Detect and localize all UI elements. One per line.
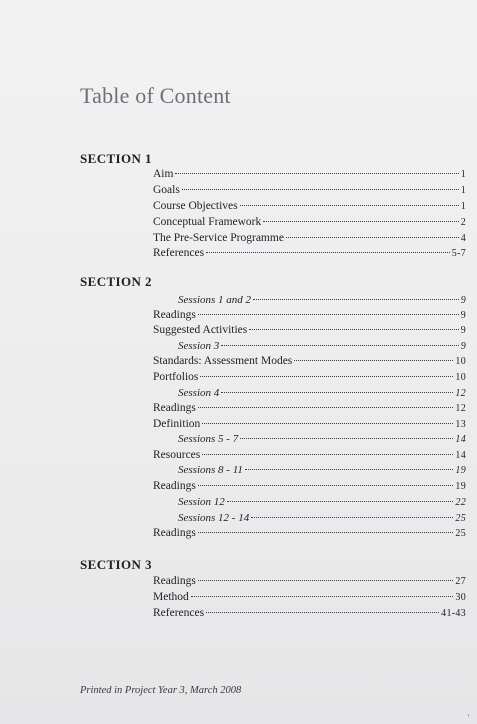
toc-entry-page: 9	[460, 310, 466, 321]
toc-entry-page: 12	[455, 403, 466, 414]
toc-subentry	[178, 510, 466, 526]
dot-leader	[182, 189, 459, 190]
dot-leader	[249, 329, 458, 330]
toc-entry	[153, 400, 466, 416]
toc-entry-label: Suggested Activities	[153, 324, 248, 336]
page-corner-mark: '	[467, 713, 469, 722]
toc-entry-label: Session 12	[178, 496, 225, 508]
toc-entry-label: Definition	[153, 418, 201, 430]
dot-leader	[240, 438, 453, 439]
toc-entry-page: 14	[455, 450, 466, 461]
dot-leader	[245, 469, 454, 470]
toc-entry-label: Sessions 5 - 7	[178, 433, 239, 445]
toc-entry-page: 19	[455, 481, 466, 492]
toc-entry	[153, 525, 466, 541]
toc-entry	[153, 447, 466, 463]
page-title: Table of Content	[80, 83, 231, 108]
toc-entry	[153, 589, 466, 605]
toc-entry	[153, 322, 466, 338]
toc-entry-label: Conceptual Framework	[153, 216, 262, 228]
dot-leader	[175, 173, 458, 174]
toc-entry-label: Sessions 12 - 14	[178, 512, 250, 524]
toc-entry	[153, 573, 466, 589]
toc-entry-page: 10	[455, 356, 466, 367]
dot-leader	[200, 376, 453, 377]
toc-subentry	[178, 431, 466, 447]
toc-entry	[153, 182, 466, 198]
dot-leader	[198, 485, 454, 486]
toc-entry-label: References	[153, 607, 205, 619]
dot-leader	[198, 580, 454, 581]
section-3-heading: SECTION 3	[80, 557, 152, 572]
toc-entry-label: Aim	[153, 168, 174, 180]
toc-entry	[153, 214, 466, 230]
toc-entry-page: 27	[455, 576, 466, 587]
toc-entry-label: Readings	[153, 309, 196, 321]
toc-entry-page: 30	[455, 592, 466, 603]
dot-leader	[251, 517, 453, 518]
toc-entry-page: 9	[460, 325, 466, 336]
toc-entry	[153, 605, 466, 621]
dot-leader	[206, 612, 439, 613]
toc-entry	[153, 353, 466, 369]
toc-entry	[153, 166, 466, 182]
toc-entry	[153, 369, 466, 385]
dot-leader	[227, 501, 454, 502]
toc-subentry	[178, 292, 466, 308]
printed-note: Printed in Project Year 3, March 2008	[80, 685, 242, 696]
toc-entry-label: Method	[153, 591, 189, 603]
dot-leader	[198, 407, 454, 408]
toc-entry-page: 1	[460, 185, 466, 196]
dot-leader	[286, 237, 459, 238]
toc-entry-page: 4	[460, 233, 466, 244]
toc-entry-label: Goals	[153, 184, 180, 196]
toc-entry-page: 2	[460, 217, 466, 228]
dot-leader	[263, 221, 458, 222]
toc-entry-label: Portfolios	[153, 371, 199, 383]
toc-subentry	[178, 462, 466, 478]
toc-entry-page: 12	[455, 388, 466, 399]
toc-entry-page: 9	[460, 295, 466, 306]
toc-entry	[153, 307, 466, 323]
toc-entry-page: 25	[455, 528, 466, 539]
toc-subentry	[178, 494, 466, 510]
toc-entry-page: 1	[460, 201, 466, 212]
toc-entry	[153, 198, 466, 214]
toc-entry-label: Readings	[153, 402, 196, 414]
dot-leader	[198, 532, 454, 533]
dot-leader	[221, 392, 453, 393]
toc-entry-label: Readings	[153, 575, 196, 587]
toc-entry-label: Course Objectives	[153, 200, 238, 212]
section-2-heading: SECTION 2	[80, 274, 152, 289]
dot-leader	[191, 596, 454, 597]
toc-entry-page: 10	[455, 372, 466, 383]
toc-entry-page: 13	[455, 419, 466, 430]
toc-entry-label: References	[153, 247, 205, 259]
toc-entry	[153, 230, 466, 246]
toc-entry-page: 41-43	[441, 608, 466, 619]
toc-entry	[153, 478, 466, 494]
toc-entry-page: 19	[455, 465, 466, 476]
toc-entry-label: Session 3	[178, 340, 220, 352]
toc-entry-page: 14	[455, 434, 466, 445]
toc-entry-page: 5-7	[451, 248, 466, 259]
toc-subentry	[178, 338, 466, 354]
toc-entry-page: 1	[460, 169, 466, 180]
toc-entry-label: Readings	[153, 527, 196, 539]
toc-entry-label: Standards: Assessment Modes	[153, 355, 293, 367]
toc-entry-page: 9	[460, 341, 466, 352]
dot-leader	[240, 205, 459, 206]
toc-entry-label: Readings	[153, 480, 196, 492]
toc-entry	[153, 245, 466, 261]
dot-leader	[253, 299, 459, 300]
toc-entry-label: Session 4	[178, 387, 220, 399]
toc-entry-label: The Pre-Service Programme	[153, 232, 284, 244]
toc-entry-label: Sessions 8 - 11	[178, 464, 243, 476]
toc-entry-label: Sessions 1 and 2	[178, 294, 252, 306]
dot-leader	[202, 423, 453, 424]
toc-entry	[153, 416, 466, 432]
toc-entry-label: Resources	[153, 449, 201, 461]
toc-entry-page: 25	[455, 513, 466, 524]
section-1-heading: SECTION 1	[80, 151, 152, 166]
dot-leader	[202, 454, 453, 455]
dot-leader	[221, 345, 458, 346]
dot-leader	[206, 252, 450, 253]
toc-subentry	[178, 385, 466, 401]
dot-leader	[198, 314, 459, 315]
toc-entry-page: 22	[455, 497, 466, 508]
dot-leader	[294, 360, 453, 361]
